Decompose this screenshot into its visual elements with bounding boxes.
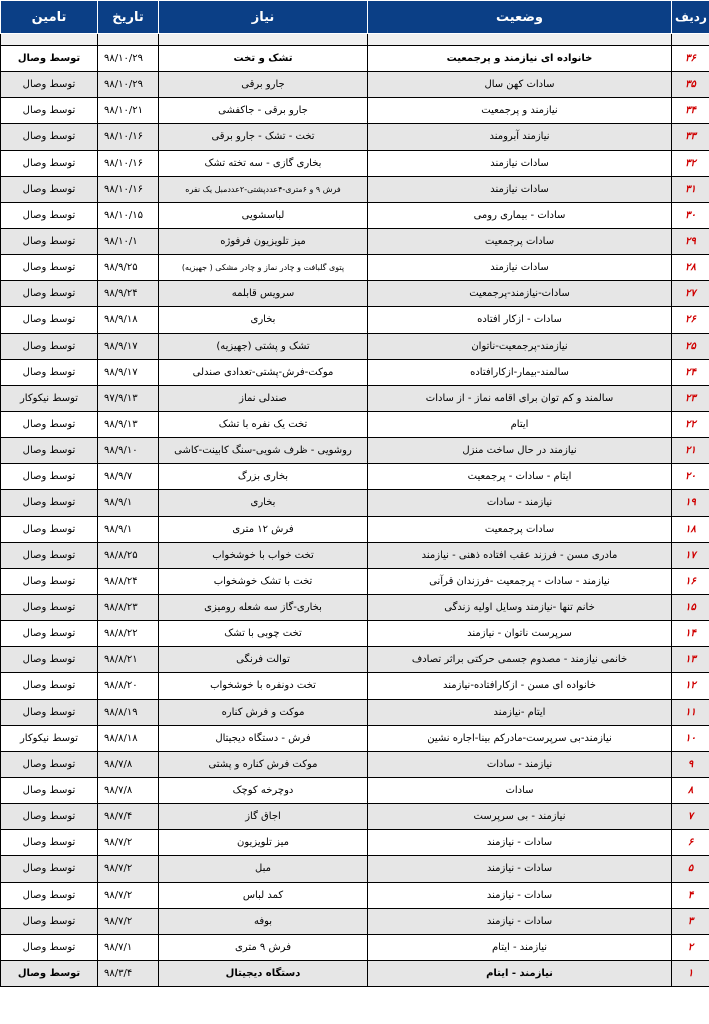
cell-row-number: ۱۴ xyxy=(672,621,709,647)
cell-row-number: ۲۵ xyxy=(672,333,709,359)
cell-row-number: ۵ xyxy=(672,856,709,882)
cell-date: ۹۸/۱۰/۲۹ xyxy=(98,46,159,72)
cell-supplier: توسط وصال xyxy=(1,621,98,647)
cell-row-number: ۶ xyxy=(672,830,709,856)
cell-date: ۹۸/۹/۱۷ xyxy=(98,333,159,359)
table-row xyxy=(1,46,709,72)
cell-row-number: ۳۲ xyxy=(672,150,709,176)
cell-date: ۹۸/۱۰/۱۵ xyxy=(98,202,159,228)
table-row xyxy=(1,594,709,620)
cell-need: موکت فرش کناره و پشتی xyxy=(159,751,368,777)
cell-row-number: ۳۵ xyxy=(672,72,709,98)
cell-row-number: ۳۶ xyxy=(672,46,709,72)
cell-row-number: ۲۶ xyxy=(672,307,709,333)
table-row xyxy=(1,777,709,803)
cell-need: فرش ۹ و ۶متری-۴عددپشتی-۲عددمبل یک نفره xyxy=(159,176,368,202)
cell-row-number: ۲۱ xyxy=(672,438,709,464)
cell-row-number: ۳۱ xyxy=(672,176,709,202)
table-row xyxy=(1,255,709,281)
cell-need: کمد لباس xyxy=(159,882,368,908)
header-status: وضعیت xyxy=(368,1,672,34)
table-row xyxy=(1,72,709,98)
cell-date: ۹۸/۹/۲۴ xyxy=(98,281,159,307)
cell-status: نیازمند آبرومند xyxy=(368,124,672,150)
cell-need: بخاری xyxy=(159,490,368,516)
cell-row-number: ۳۰ xyxy=(672,202,709,228)
cell-supplier: توسط وصال xyxy=(1,281,98,307)
table-header xyxy=(1,1,709,34)
table-row xyxy=(1,804,709,830)
cell-row-number: ۳۳ xyxy=(672,124,709,150)
cell-row-number: ۲۲ xyxy=(672,411,709,437)
table-row xyxy=(1,647,709,673)
cell-supplier: توسط وصال xyxy=(1,777,98,803)
cell-status: نیازمند - سادات - پرجمعیت -فرزندان قرآنی xyxy=(368,568,672,594)
cell-status: سادات پرجمعیت xyxy=(368,516,672,542)
cell-supplier: توسط وصال xyxy=(1,934,98,960)
cell-status: نیازمند-پرجمعیت-ناتوان xyxy=(368,333,672,359)
cell-need: توالت فرنگی xyxy=(159,647,368,673)
cell-supplier: توسط وصال xyxy=(1,464,98,490)
cell-row-number: ۱۹ xyxy=(672,490,709,516)
cell-row-number: ۱۵ xyxy=(672,594,709,620)
cell-status: سادات نیازمند xyxy=(368,255,672,281)
cell-need: فرش ۱۲ متری xyxy=(159,516,368,542)
cell-date: ۹۸/۸/۲۲ xyxy=(98,621,159,647)
cell-status: سادات - ازکار افتاده xyxy=(368,307,672,333)
cell-supplier: توسط وصال xyxy=(1,908,98,934)
cell-row-number: ۲۸ xyxy=(672,255,709,281)
cell-row-number: ۲ xyxy=(672,934,709,960)
table-row xyxy=(1,124,709,150)
cell-date: ۹۸/۹/۱۰ xyxy=(98,438,159,464)
cell-need: جارو برقی xyxy=(159,72,368,98)
cell-need: فرش ۹ متری xyxy=(159,934,368,960)
table-row xyxy=(1,307,709,333)
table-row xyxy=(1,464,709,490)
cell-supplier: توسط وصال xyxy=(1,882,98,908)
cell-supplier: توسط وصال xyxy=(1,542,98,568)
cell-supplier: توسط وصال xyxy=(1,124,98,150)
cell-row-number: ۱۲ xyxy=(672,673,709,699)
cell-row-number: ۳ xyxy=(672,908,709,934)
cell-status: سالمند و کم توان برای اقامه نماز - از سادات xyxy=(368,385,672,411)
cell-supplier: توسط وصال xyxy=(1,830,98,856)
cell-supplier: توسط وصال xyxy=(1,255,98,281)
cell-supplier: توسط وصال xyxy=(1,960,98,986)
cell-status: ایتام -نیازمند xyxy=(368,699,672,725)
cell-supplier: توسط وصال xyxy=(1,516,98,542)
cell-date: ۹۸/۹/۷ xyxy=(98,464,159,490)
cell-status: نیازمند - بی سرپرست xyxy=(368,804,672,830)
cell-status: سادات - نیازمند xyxy=(368,908,672,934)
cell-need: اجاق گاز xyxy=(159,804,368,830)
cell-date: ۹۸/۸/۱۹ xyxy=(98,699,159,725)
cell-status: سادات-نیازمند-پرجمعیت xyxy=(368,281,672,307)
cell-need: بخاری بزرگ xyxy=(159,464,368,490)
cell-date: ۹۸/۸/۲۰ xyxy=(98,673,159,699)
cell-date: ۹۸/۷/۲ xyxy=(98,882,159,908)
table-row xyxy=(1,856,709,882)
cell-need: بخاری xyxy=(159,307,368,333)
header-supplier: تامین xyxy=(1,1,98,34)
cell-need: تخت خواب با خوشخواب xyxy=(159,542,368,568)
cell-supplier: توسط وصال xyxy=(1,856,98,882)
cell-date: ۹۸/۱۰/۱۶ xyxy=(98,124,159,150)
cell-date: ۹۸/۷/۴ xyxy=(98,804,159,830)
cell-date: ۹۸/۹/۱۷ xyxy=(98,359,159,385)
cell-row-number: ۲۰ xyxy=(672,464,709,490)
table-row xyxy=(1,202,709,228)
cell-need: موکت و فرش کناره xyxy=(159,699,368,725)
cell-supplier: توسط وصال xyxy=(1,699,98,725)
empty-row xyxy=(1,34,709,46)
table-row xyxy=(1,882,709,908)
cell-supplier: توسط وصال xyxy=(1,150,98,176)
cell-supplier: توسط وصال xyxy=(1,333,98,359)
table-row xyxy=(1,699,709,725)
cell-need: روشویی - ظرف شویی-سنگ کابینت-کاشی xyxy=(159,438,368,464)
cell-supplier: توسط نیکوکار xyxy=(1,725,98,751)
cell-date: ۹۷/۹/۱۳ xyxy=(98,385,159,411)
cell-supplier: توسط وصال xyxy=(1,359,98,385)
table-row xyxy=(1,934,709,960)
cell-status: سادات xyxy=(368,777,672,803)
cell-supplier: توسط وصال xyxy=(1,438,98,464)
cell-need: مبل xyxy=(159,856,368,882)
cell-status: نیازمند و پرجمعیت xyxy=(368,98,672,124)
cell-supplier: توسط وصال xyxy=(1,176,98,202)
cell-row-number: ۱۳ xyxy=(672,647,709,673)
cell-row-number: ۲۳ xyxy=(672,385,709,411)
cell-supplier: توسط وصال xyxy=(1,594,98,620)
cell-need: دوچرخه کوچک xyxy=(159,777,368,803)
table-row xyxy=(1,673,709,699)
cell-need: تخت چوبی با تشک xyxy=(159,621,368,647)
cell-date: ۹۸/۱۰/۱۶ xyxy=(98,150,159,176)
cell-status: ایتام xyxy=(368,411,672,437)
table-row xyxy=(1,490,709,516)
cell-need: فرش - دستگاه دیجیتال xyxy=(159,725,368,751)
table-row xyxy=(1,176,709,202)
cell-date: ۹۸/۳/۴ xyxy=(98,960,159,986)
header-row-number: ردیف xyxy=(672,1,709,34)
cell-supplier: توسط وصال xyxy=(1,411,98,437)
table-row xyxy=(1,960,709,986)
table-row xyxy=(1,385,709,411)
cell-need: تشک و تخت xyxy=(159,46,368,72)
cell-need: تخت - تشک - جارو برقی xyxy=(159,124,368,150)
cell-status: خانواده ای مسن - ازکارافتاده-نیازمند xyxy=(368,673,672,699)
table-row xyxy=(1,333,709,359)
table-row xyxy=(1,725,709,751)
cell-status: سادات کهن سال xyxy=(368,72,672,98)
cell-supplier: توسط وصال xyxy=(1,46,98,72)
table-body xyxy=(1,34,709,987)
cell-need: تخت با تشک خوشخواب xyxy=(159,568,368,594)
cell-date: ۹۸/۸/۱۸ xyxy=(98,725,159,751)
cell-need: میز تلویزیون xyxy=(159,830,368,856)
cell-status: خانمی نیازمند - مصدوم جسمی حرکتی براثر تصادف xyxy=(368,647,672,673)
cell-supplier: توسط وصال xyxy=(1,804,98,830)
cell-need: جارو برقی - جاکفشی xyxy=(159,98,368,124)
cell-supplier: توسط وصال xyxy=(1,72,98,98)
cell-supplier: توسط وصال xyxy=(1,202,98,228)
cell-date: ۹۸/۷/۸ xyxy=(98,777,159,803)
table-row xyxy=(1,438,709,464)
cell-row-number: ۱ xyxy=(672,960,709,986)
cell-status: نیازمند در حال ساخت منزل xyxy=(368,438,672,464)
cell-supplier: توسط وصال xyxy=(1,98,98,124)
cell-status: نیازمند - سادات xyxy=(368,751,672,777)
table-row xyxy=(1,908,709,934)
cell-status: سرپرست ناتوان - نیازمند xyxy=(368,621,672,647)
cell-supplier: توسط نیکوکار xyxy=(1,385,98,411)
cell-status: نیازمند - سادات xyxy=(368,490,672,516)
cell-date: ۹۸/۷/۲ xyxy=(98,830,159,856)
cell-status: سادات - نیازمند xyxy=(368,830,672,856)
cell-date: ۹۸/۸/۲۵ xyxy=(98,542,159,568)
cell-row-number: ۲۴ xyxy=(672,359,709,385)
cell-date: ۹۸/۸/۲۴ xyxy=(98,568,159,594)
cell-row-number: ۱۶ xyxy=(672,568,709,594)
table-row xyxy=(1,359,709,385)
table-row xyxy=(1,281,709,307)
cell-date: ۹۸/۱۰/۲۱ xyxy=(98,98,159,124)
table-row xyxy=(1,228,709,254)
cell-need: تشک و پشتی (جهیزیه) xyxy=(159,333,368,359)
cell-status: سادات نیازمند xyxy=(368,150,672,176)
cell-need: سرویس قابلمه xyxy=(159,281,368,307)
cell-date: ۹۸/۱۰/۲۹ xyxy=(98,72,159,98)
cell-date: ۹۸/۸/۲۱ xyxy=(98,647,159,673)
cell-need: بوفه xyxy=(159,908,368,934)
cell-status: سادات - بیماری رومی xyxy=(368,202,672,228)
cell-date: ۹۸/۹/۱۳ xyxy=(98,411,159,437)
cell-supplier: توسط وصال xyxy=(1,673,98,699)
cell-date: ۹۸/۷/۱ xyxy=(98,934,159,960)
cell-status: نیازمند - ایتام xyxy=(368,934,672,960)
cell-date: ۹۸/۷/۲ xyxy=(98,908,159,934)
table-row xyxy=(1,542,709,568)
cell-supplier: توسط وصال xyxy=(1,490,98,516)
table-row xyxy=(1,830,709,856)
cell-need: پتوی گلبافت و چادر نماز و چادر مشکی ( جهیزیه) xyxy=(159,255,368,281)
cell-date: ۹۸/۹/۱۸ xyxy=(98,307,159,333)
cell-status: نیازمند - ایتام xyxy=(368,960,672,986)
cell-date: ۹۸/۷/۲ xyxy=(98,856,159,882)
cell-status: خانواده ای نیازمند و پرجمعیت xyxy=(368,46,672,72)
table-row xyxy=(1,568,709,594)
cell-need: بخاری گازی - سه تخته تشک xyxy=(159,150,368,176)
cell-row-number: ۱۰ xyxy=(672,725,709,751)
cell-status: سادات نیازمند xyxy=(368,176,672,202)
cell-row-number: ۴ xyxy=(672,882,709,908)
cell-date: ۹۸/۸/۲۳ xyxy=(98,594,159,620)
cell-status: ایتام - سادات - پرجمعیت xyxy=(368,464,672,490)
table-row xyxy=(1,621,709,647)
cell-date: ۹۸/۹/۲۵ xyxy=(98,255,159,281)
cell-status: نیازمند-بی سرپرست-مادرکم بینا-اجاره نشین xyxy=(368,725,672,751)
cell-supplier: توسط وصال xyxy=(1,647,98,673)
cell-row-number: ۲۷ xyxy=(672,281,709,307)
cell-need: دستگاه دیجیتال xyxy=(159,960,368,986)
cell-need: صندلی نماز xyxy=(159,385,368,411)
cell-date: ۹۸/۱۰/۱ xyxy=(98,228,159,254)
cell-supplier: توسط وصال xyxy=(1,568,98,594)
header-date: تاریخ xyxy=(98,1,159,34)
cell-row-number: ۲۹ xyxy=(672,228,709,254)
cell-status: سادات پرجمعیت xyxy=(368,228,672,254)
cell-date: ۹۸/۹/۱ xyxy=(98,516,159,542)
cell-status: سادات - نیازمند xyxy=(368,882,672,908)
cell-need: بخاری-گاز سه شعله رومیزی xyxy=(159,594,368,620)
cell-status: سالمند-بیمار-ازکارافتاده xyxy=(368,359,672,385)
cell-need: لباسشویی xyxy=(159,202,368,228)
cell-row-number: ۱۷ xyxy=(672,542,709,568)
cell-status: سادات - نیازمند xyxy=(368,856,672,882)
header-need: نیاز xyxy=(159,1,368,34)
cell-supplier: توسط وصال xyxy=(1,307,98,333)
cell-date: ۹۸/۷/۸ xyxy=(98,751,159,777)
cell-row-number: ۱۸ xyxy=(672,516,709,542)
cell-need: تخت یک نفره با تشک xyxy=(159,411,368,437)
table-row xyxy=(1,516,709,542)
cell-row-number: ۹ xyxy=(672,751,709,777)
cell-date: ۹۸/۱۰/۱۶ xyxy=(98,176,159,202)
cell-status: مادری مسن - فرزند عقب افتاده ذهنی - نیازمند xyxy=(368,542,672,568)
cell-row-number: ۱۱ xyxy=(672,699,709,725)
cell-supplier: توسط وصال xyxy=(1,228,98,254)
cell-supplier: توسط وصال xyxy=(1,751,98,777)
cell-date: ۹۸/۹/۱ xyxy=(98,490,159,516)
table-row xyxy=(1,98,709,124)
cell-row-number: ۳۴ xyxy=(672,98,709,124)
cell-need: موکت-فرش-پشتی-تعدادی صندلی xyxy=(159,359,368,385)
table-row xyxy=(1,150,709,176)
table-row xyxy=(1,751,709,777)
cell-status: خانم تنها -نیازمند وسایل اولیه زندگی xyxy=(368,594,672,620)
cell-need: تخت دونفره با خوشخواب xyxy=(159,673,368,699)
table-row xyxy=(1,411,709,437)
cell-need: میز تلویزیون فرفوژه xyxy=(159,228,368,254)
cell-row-number: ۸ xyxy=(672,777,709,803)
cell-row-number: ۷ xyxy=(672,804,709,830)
